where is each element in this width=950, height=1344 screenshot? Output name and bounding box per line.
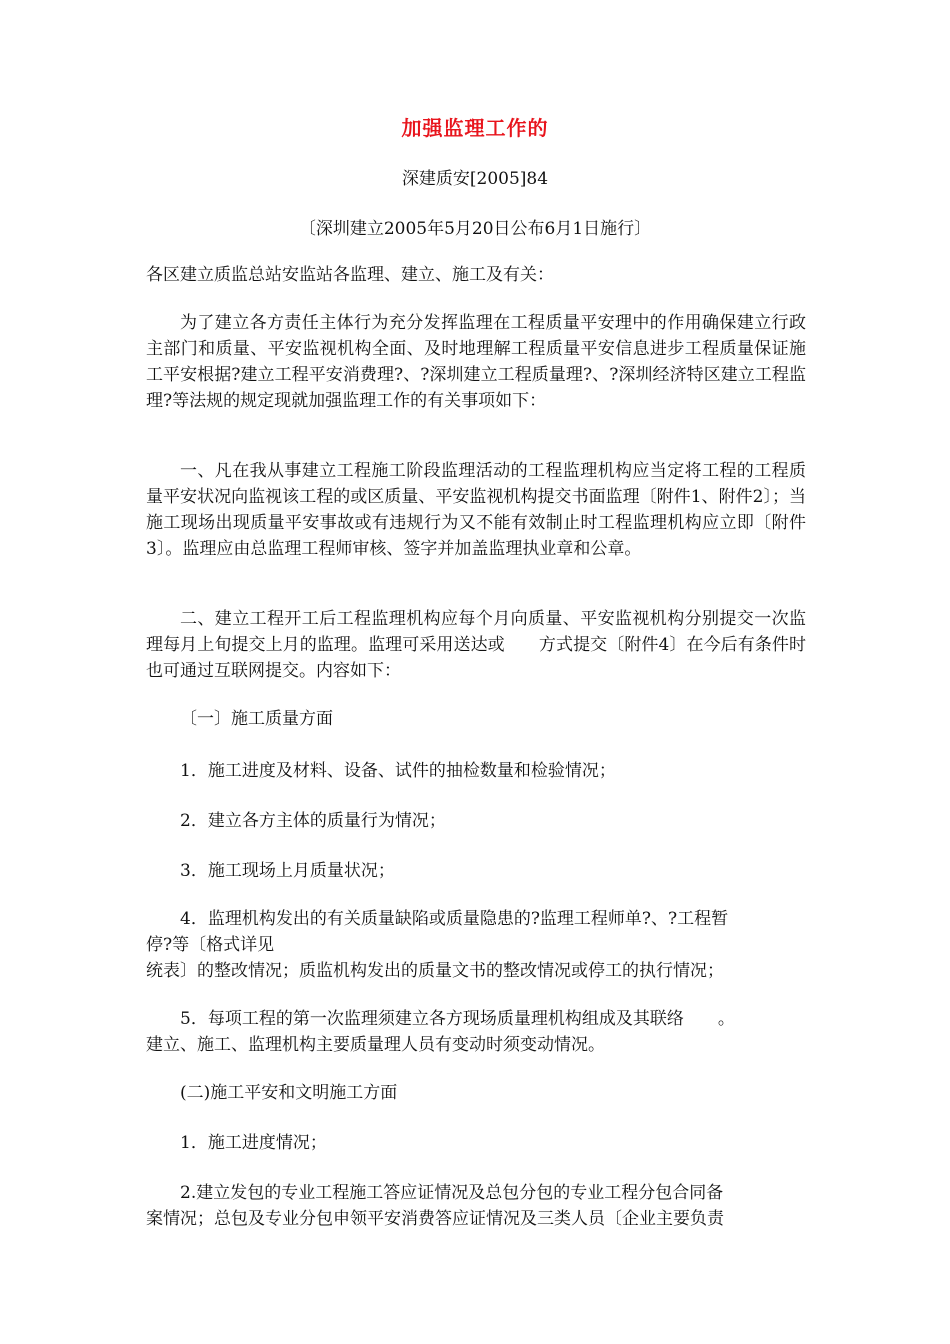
- section-one-item-2: 2．建立各方主体的质量行为情况；: [180, 811, 446, 831]
- section-one-item-4-line-2: 停?等〔格式详见: [146, 935, 275, 955]
- section-two-item-2-line-2: 案情况；总包及专业分包申领平安消费答应证情况及三类人员〔企业主要负责: [146, 1209, 724, 1229]
- section-one-item-5-line-1: 5．每项工程的第一次监理须建立各方现场质量理机构组成及其联络 。: [180, 1009, 735, 1029]
- section-two-item-1: 1．施工进度情况；: [180, 1133, 327, 1153]
- section-two-heading: (二)施工平安和文明施工方面: [180, 1083, 398, 1103]
- section-one-item-3: 3．施工现场上月质量状况；: [180, 861, 395, 881]
- section-one-item-5-line-2: 建立、施工、监理机构主要质量理人员有变动时须变动情况。: [146, 1035, 605, 1055]
- section-one-item-4-line-1: 4．监理机构发出的有关质量缺陷或质量隐患的?监理工程师单?、?工程暂: [180, 909, 729, 929]
- addressee: 各区建立质监总站安监站各监理、建立、施工及有关：: [146, 265, 554, 285]
- section-one-item-1: 1．施工进度及材料、设备、试件的抽检数量和检验情况；: [180, 761, 616, 781]
- section-one-heading: 〔一〕施工质量方面: [180, 709, 333, 729]
- item-one-paragraph: 一、凡在我从事建立工程施工阶段监理活动的工程监理机构应当定将工程的工程质量平安状况向监视该工程的或区质量、平安监视机构提交书面监理〔附件1、附件2〕；当施工现场出现质量平安事故或有违规行为又不能有效制止时工程监理机构应立即〔附件3〕。监理应由总监理工程师审核、签字并加盖监理执业章和公章。: [146, 461, 806, 559]
- document-title: 加强监理工作的: [401, 116, 549, 140]
- section-two-item-2-line-1: 2.建立发包的专业工程施工答应证情况及总包分包的专业工程分包合同备: [180, 1183, 724, 1203]
- document-number: 深建质安[2005]84: [401, 169, 549, 189]
- issue-info: 〔深圳建立2005年5月20日公布6月1日施行〕: [298, 219, 652, 239]
- intro-paragraph: 为了建立各方责任主体行为充分发挥监理在工程质量平安理中的作用确保建立行政主部门和质量、平安监视机构全面、及时地理解工程质量平安信息进步工程质量保证施工平安根据?建立工程平安消费理?、?深圳建立工程质量理?、?深圳经济特区建立工程监理?等法规的规定现就加强监理工作的有关事项如下：: [146, 313, 806, 411]
- section-one-item-4-line-3: 统表〕的整改情况；质监机构发出的质量文书的整改情况或停工的执行情况；: [146, 961, 724, 981]
- item-two-paragraph: 二、建立工程开工后工程监理机构应每个月向质量、平安监视机构分别提交一次监理每月上旬提交上月的监理。监理可采用送达或 方式提交〔附件4〕在今后有条件时也可通过互联网提交。内容如下：: [146, 609, 806, 681]
